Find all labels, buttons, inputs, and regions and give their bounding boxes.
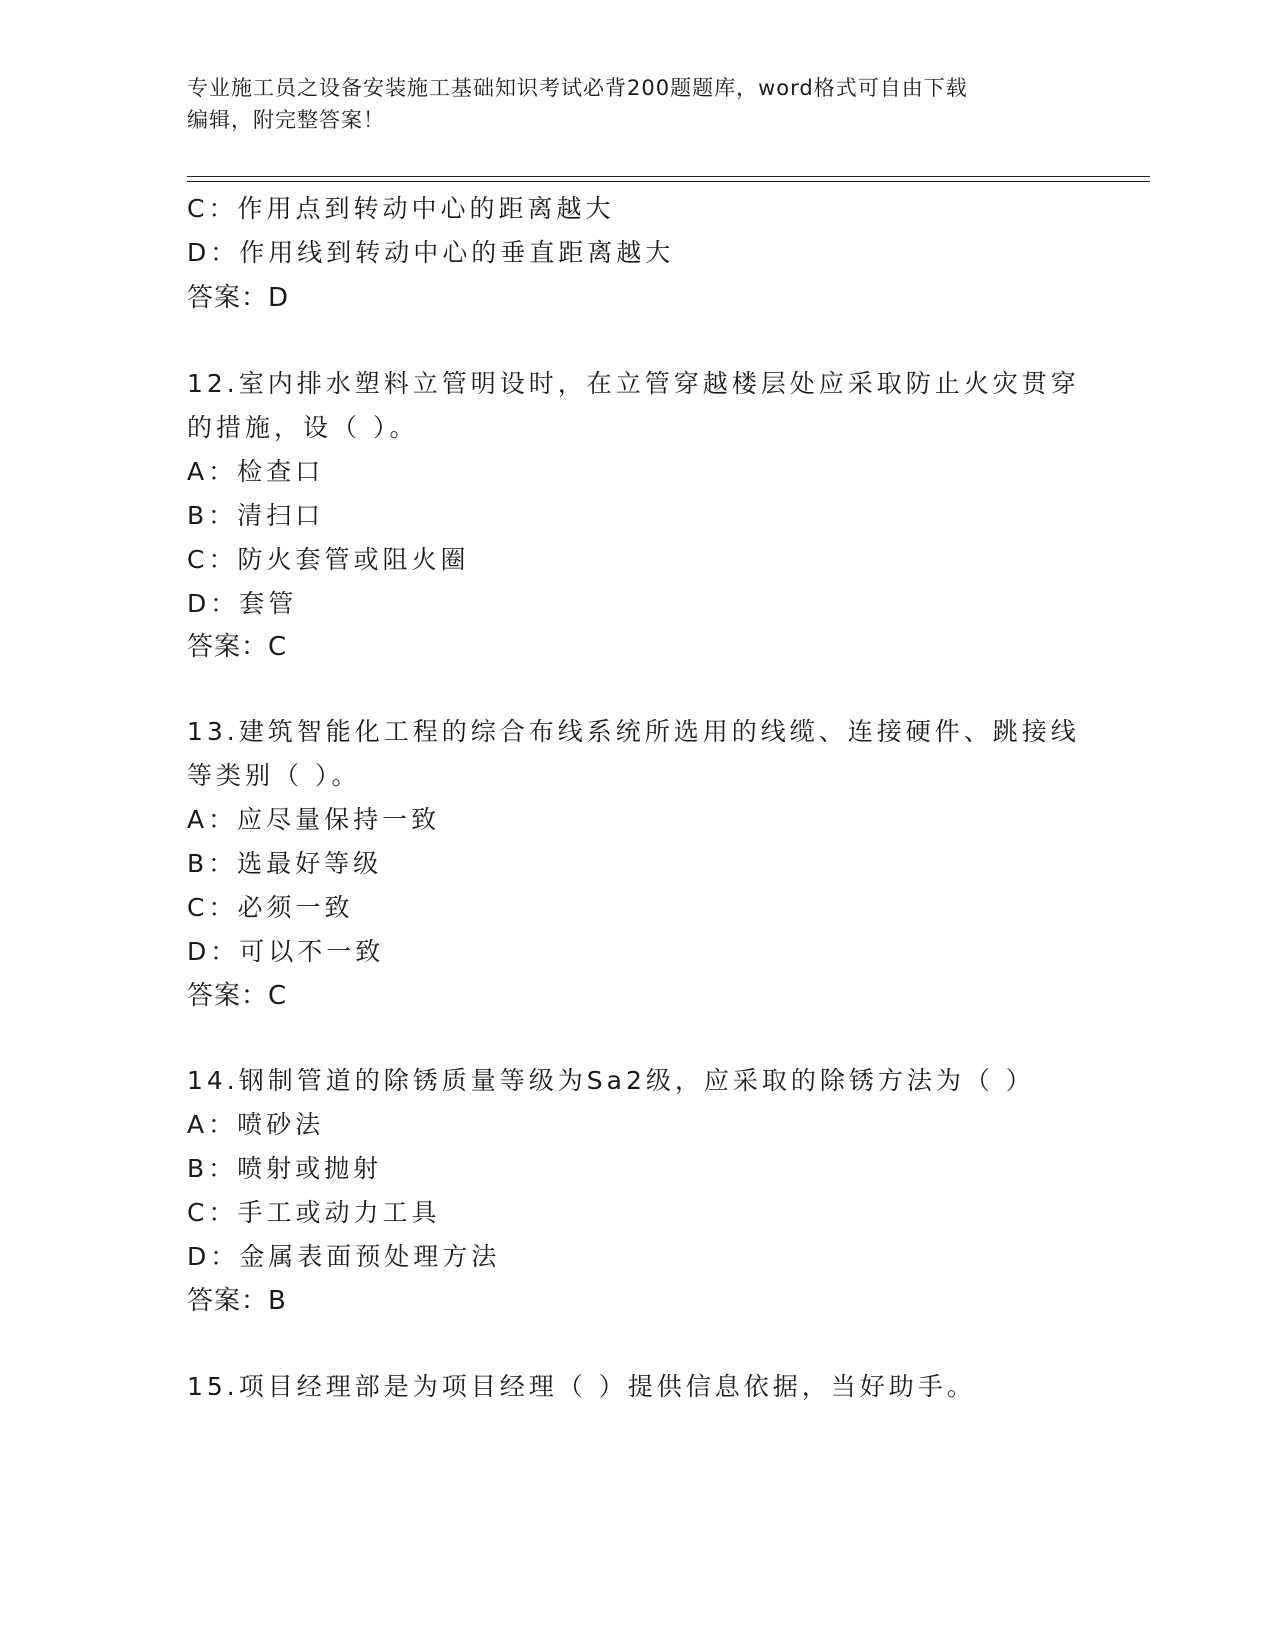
q12-option-b: B：清扫口 [187, 501, 325, 530]
q12-option-a: A：检查口 [187, 457, 325, 486]
q12-stem-line-2: 的措施，设（ ）。 [187, 413, 419, 442]
q13-option-b: B：选最好等级 [187, 849, 383, 878]
q13-option-a: A：应尽量保持一致 [187, 805, 441, 834]
document-header [187, 72, 1067, 136]
header-divider-bottom [187, 181, 1150, 182]
q14-option-c: C：手工或动力工具 [187, 1198, 441, 1227]
q14-option-d: D：金属表面预处理方法 [187, 1242, 501, 1271]
q12-option-c: C：防火套管或阻火圈 [187, 545, 470, 574]
q14-answer: 答案：B [187, 1286, 287, 1316]
q12-answer: 答案：C [187, 632, 288, 662]
header-title-line-2: 编辑，附完整答案！ [187, 108, 385, 132]
q13-stem-line-1: 13.建筑智能化工程的综合布线系统所选用的线缆、连接硬件、跳接线 [187, 717, 1080, 746]
q11-answer: 答案：D [187, 283, 290, 313]
q14-option-b: B：喷射或抛射 [187, 1154, 383, 1183]
q14-option-a: A：喷砂法 [187, 1110, 325, 1139]
q14-stem-line-1: 14.钢制管道的除锈质量等级为Sa2级，应采取的除锈方法为（ ） [187, 1066, 1035, 1095]
q11-option-c: C：作用点到转动中心的距离越大 [187, 194, 615, 223]
q13-answer: 答案：C [187, 981, 288, 1011]
q11-option-d: D：作用线到转动中心的垂直距离越大 [187, 238, 675, 267]
q13-option-c: C：必须一致 [187, 893, 354, 922]
q13-stem-line-2: 等类别（ ）。 [187, 761, 361, 790]
q15-stem-line-1: 15.项目经理部是为项目经理（ ）提供信息依据，当好助手。 [187, 1372, 976, 1401]
q12-stem-line-1: 12.室内排水塑料立管明设时，在立管穿越楼层处应采取防止火灾贯穿 [187, 369, 1080, 398]
q13-option-d: D：可以不一致 [187, 937, 385, 966]
header-divider-top [187, 176, 1150, 177]
header-title-line-1: 专业施工员之设备安装施工基础知识考试必背200题题库，word格式可自由下载 [187, 76, 968, 100]
q12-option-d: D：套管 [187, 589, 298, 618]
